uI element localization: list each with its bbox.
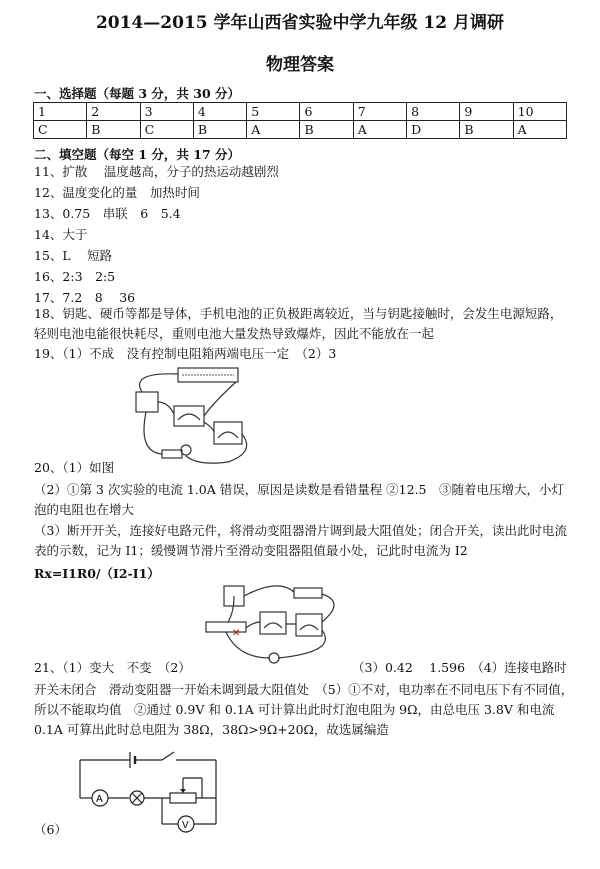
svg-text:✕: ✕ — [232, 628, 241, 639]
answer-cell: B — [87, 121, 140, 139]
answer-line-20-2: （2）①第 3 次实验的电流 1.0A 错误，原因是读数是看错量程 ②12.5 ③随着电压增大，小灯泡的电阻也在增大 — [34, 482, 565, 517]
ammeter-icon: A — [96, 794, 103, 805]
answer-table-answers-row — [34, 121, 567, 139]
answer-number-cell: 10 — [513, 103, 566, 121]
answer-number-cell: 3 — [140, 103, 193, 121]
circuit-sketch-q21 — [198, 582, 358, 672]
answer-line-14: 14、大于 — [34, 227, 88, 242]
answer-number-cell: 2 — [87, 103, 140, 121]
answer-number-cell: 5 — [247, 103, 300, 121]
answer-line-12: 12、温度变化的量 加热时间 — [34, 185, 200, 200]
answer-cell: B — [460, 121, 513, 139]
answer-cell: A — [247, 121, 300, 139]
answer-number-cell: 6 — [300, 103, 353, 121]
answer-number-cell: 4 — [193, 103, 246, 121]
answer-line-21-b: （3）0.42 1.596 （4）连接电路时 — [352, 660, 567, 675]
answer-cell: B — [300, 121, 353, 139]
answer-line-20-3: （3）断开开关，连接好电路元件，将滑动变阻器滑片调到最大阻值处；闭合开关，读出此时电流表的示数，记为 I1；缓慢调节滑片至滑动变阻器阻值最小处，记此时电流为 I2 — [34, 523, 567, 558]
answer-line-16: 16、2:3 2:5 — [34, 269, 116, 284]
section-heading-fill: 二、填空题（每空 1 分，共 17 分） — [34, 147, 241, 162]
answer-line-19: 19、（1）不成 没有控制电阻箱两端电压一定 （2）3 — [34, 346, 337, 361]
answer-line-13: 13、0.75 串联 6 5.4 — [34, 206, 181, 221]
answer-line-20-1: 20、（1）如图 — [34, 460, 115, 475]
answer-number-cell: 1 — [34, 103, 87, 121]
answer-line-18: 18、钥匙、硬币等都是导体，手机电池的正负极距离较近，当与钥匙接触时，会发生电源短路，轻则电池电能很快耗尽，重则电池大量发热导致爆炸，因此不能放在一起 — [34, 306, 563, 341]
answer-cell: A — [513, 121, 566, 139]
answer-line-20-formula: Rx=I1R0/（I2-I1） — [34, 566, 160, 581]
answer-line-15: 15、L 短路 — [34, 248, 113, 263]
answer-table — [33, 102, 567, 139]
circuit-sketch-q20 — [118, 362, 258, 474]
answer-line-21-rest: 开关未闭合 滑动变阻器一开始未调到最大阻值处 （5）①不对，电功率在不同电压下有不同值，所以不能取均值 ②通过 0.9V 和 0.1A 可计算出此时灯泡电阻为 9Ω，由总电压 3.8V 和电流 0.1A 可算出此时总电阻为 38Ω，38Ω>9Ω+20Ω，故选属编造 — [34, 682, 574, 737]
answer-number-cell: 9 — [460, 103, 513, 121]
answer-number-cell: 7 — [353, 103, 406, 121]
answer-line-21-6: （6） — [34, 822, 67, 837]
circuit-diagram-q21 — [74, 748, 222, 836]
section-heading-choice: 一、选择题（每题 3 分，共 30 分） — [34, 86, 241, 101]
answer-line-21-a: 21、（1）变大 不变 （2） — [34, 660, 191, 675]
answer-cell: D — [407, 121, 460, 139]
answer-number-cell: 8 — [407, 103, 460, 121]
page-title: 2014—2015 学年山西省实验中学九年级 12 月调研 — [95, 13, 505, 33]
answer-line-17: 17、7.2 8 36 — [34, 290, 136, 305]
answer-line-11: 11、扩散 温度越高，分子的热运动越剧烈 — [34, 164, 279, 179]
answer-cell: A — [353, 121, 406, 139]
answer-cell: C — [34, 121, 87, 139]
answer-cell: C — [140, 121, 193, 139]
answer-table-numbers-row — [34, 103, 567, 121]
answer-cell: B — [193, 121, 246, 139]
voltmeter-icon: V — [182, 820, 189, 831]
page-subtitle: 物理答案 — [266, 55, 334, 75]
